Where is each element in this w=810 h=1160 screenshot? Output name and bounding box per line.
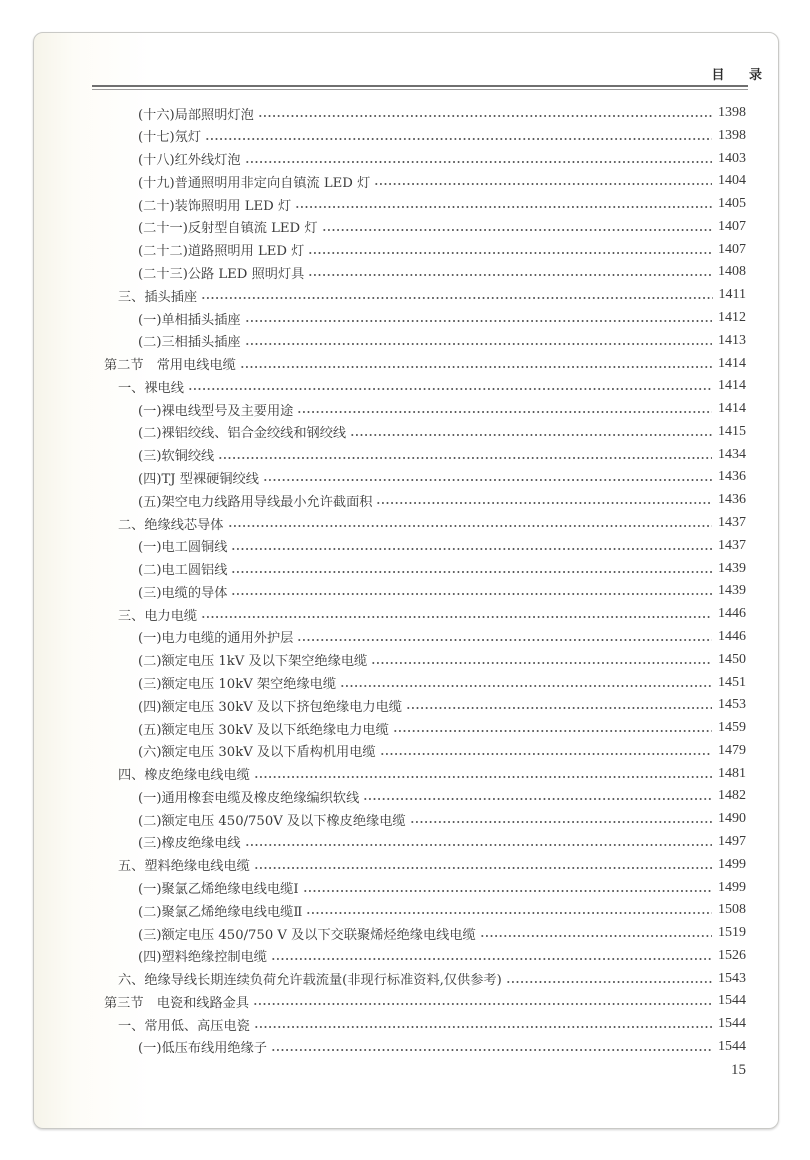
dot-leader [245,320,712,322]
toc-entry[interactable] [138,307,746,329]
toc-entry-page: 1479 [718,742,746,758]
dot-leader [374,183,712,185]
dot-leader [245,343,712,345]
toc-entry-title: 第二节 常用电线电缆 [104,358,236,374]
toc-entry[interactable] [118,284,746,306]
toc-entry-title: (二十)装饰照明用 LED 灯 [138,198,292,214]
toc-entry-title: (二)三相插头插座 [138,335,241,351]
toc-entry[interactable] [118,968,746,990]
toc-entry-page: 1411 [718,287,746,303]
toc-entry-page: 1526 [718,947,746,963]
dot-leader [376,502,712,504]
toc-entry-page: 1459 [718,720,746,736]
toc-entry-page: 1407 [718,218,746,234]
toc-entry-title: (三)额定电压 450/750 V 及以下交联聚烯烃绝缘电线电缆 [138,927,476,943]
toc-entry[interactable] [138,808,746,830]
toc-entry-page: 1407 [718,241,746,257]
toc-entry-page: 1451 [718,674,746,690]
dot-leader [228,525,713,527]
dot-leader [350,434,712,436]
header-rule-thick [92,85,748,87]
toc-entry-title: (二十一)反射型自镇流 LED 灯 [138,221,318,237]
toc-entry[interactable] [138,398,746,420]
dot-leader [258,115,712,117]
dot-leader [406,707,712,709]
toc-entry[interactable] [138,102,746,124]
toc-entry[interactable] [138,330,746,352]
toc-entry-title: 四、橡皮绝缘电线电缆 [118,768,250,784]
toc-entry[interactable] [118,512,746,534]
toc-entry-title: (四)塑料绝缘控制电缆 [138,950,267,966]
toc-entry-page: 1398 [718,127,746,143]
toc-entry-title: (五)额定电压 30kV 及以下纸绝缘电力电缆 [138,722,389,738]
dot-leader [295,206,712,208]
toc-entry[interactable] [138,922,746,944]
toc-entry-title: 六、绝缘导线长期连续负荷允许载流量(非现行标准资料,仅供参考) [118,973,502,989]
toc-entry-title: (十七)氖灯 [138,130,202,146]
toc-entry[interactable] [138,421,746,443]
toc-entry-title: (十六)局部照明灯泡 [138,107,254,123]
toc-entry-title: (十九)普通照明用非定向自镇流 LED 灯 [138,175,371,191]
toc-entry-title: 一、常用低、高压电瓷 [118,1018,250,1034]
header-rule-thin [92,89,748,90]
toc-entry-page: 1404 [718,173,746,189]
toc-entry-page: 1413 [718,332,746,348]
toc-entry-page: 1437 [718,515,746,531]
toc-entry[interactable] [118,375,746,397]
dot-leader [231,593,712,595]
toc-entry-title: 第三节 电瓷和线路金具 [104,995,250,1011]
dot-leader [308,274,712,276]
toc-entry-page: 1544 [718,1016,746,1032]
toc-entry[interactable] [138,626,746,648]
toc-entry-page: 1450 [718,651,746,667]
toc-entry-title: (一)裸电线型号及主要用途 [138,403,294,419]
toc-entry[interactable] [138,831,746,853]
dot-leader [271,1049,712,1051]
toc-entry[interactable] [138,1036,746,1058]
toc-entry-page: 1439 [718,583,746,599]
page-number: 15 [731,1062,746,1078]
toc-entry-title: 一、裸电线 [118,380,184,396]
toc-entry-page: 1414 [718,378,746,394]
toc-entry[interactable] [138,558,746,580]
toc-entry-title: (四)额定电压 30kV 及以下挤包绝缘电力电缆 [138,699,402,715]
toc-entry[interactable] [138,899,746,921]
toc-entry-title: (二)聚氯乙烯绝缘电线电缆Ⅱ [138,904,303,920]
toc-entry[interactable] [138,239,746,261]
toc-entry[interactable] [138,535,746,557]
toc-entry[interactable] [138,489,746,511]
toc-entry[interactable] [104,990,746,1012]
toc-entry-title: (六)额定电压 30kV 及以下盾构机用电缆 [138,745,376,761]
toc-entry-title: 三、插头插座 [118,289,198,305]
toc-entry-page: 1499 [718,879,746,895]
toc-entry[interactable] [138,148,746,170]
toc-entry-title: (三)软铜绞线 [138,449,215,465]
dot-leader [245,161,712,163]
dot-leader [306,912,712,914]
toc-entry-title: (二)额定电压 450/750V 及以下橡皮绝缘电缆 [138,813,406,829]
toc-entry[interactable] [138,216,746,238]
toc-entry-page: 1403 [718,150,746,166]
toc-entry-title: (一)低压布线用绝缘子 [138,1041,267,1057]
toc-entry-page: 1519 [718,925,746,941]
toc-entry-title: (三)电缆的导体 [138,585,228,601]
toc-entry-title: (二)裸铝绞线、铝合金绞线和钢绞线 [138,426,347,442]
dot-leader [297,639,712,641]
toc-entry[interactable] [118,854,746,876]
dot-leader [340,685,712,687]
toc-entry-page: 1412 [718,310,746,326]
toc-entry-title: 二、绝缘线芯导体 [118,517,224,533]
toc-entry-page: 1508 [718,902,746,918]
dot-leader [410,821,712,823]
toc-entry-page: 1408 [718,264,746,280]
toc-entry-title: (十八)红外线灯泡 [138,153,241,169]
toc-entry[interactable] [138,740,746,762]
toc-entry-page: 1398 [718,105,746,120]
toc-entry-page: 1414 [718,355,746,371]
toc-entry[interactable] [138,649,746,671]
toc-entry-page: 1446 [718,628,746,644]
toc-entry[interactable] [138,717,746,739]
toc-entry-page: 1482 [718,788,746,804]
dot-leader [322,229,712,231]
toc-entry[interactable] [138,466,746,488]
dot-leader [480,935,712,937]
dot-leader [254,776,712,778]
toc-entry-page: 1453 [718,697,746,713]
dot-leader [254,867,712,869]
toc-entry-title: (一)通用橡套电缆及橡皮绝缘编织软线 [138,790,360,806]
toc-entry-page: 1437 [718,537,746,553]
toc-entry[interactable] [118,1013,746,1035]
toc-entry-page: 1415 [718,423,746,439]
toc-entry-title: (二十三)公路 LED 照明灯具 [138,266,305,282]
toc-entry[interactable] [118,763,746,785]
dot-leader [254,1026,712,1028]
toc-entry-page: 1446 [718,606,746,622]
dot-leader [201,297,712,299]
dot-leader [201,616,712,618]
dot-leader [303,890,712,892]
toc-entry[interactable] [138,785,746,807]
toc-entry[interactable] [138,170,746,192]
toc-entry[interactable] [138,193,746,215]
dot-leader [231,571,712,573]
toc-entry[interactable] [138,261,746,283]
dot-leader [271,958,712,960]
toc-entry-page: 1439 [718,560,746,576]
dot-leader [263,479,712,481]
toc-entry-page: 1490 [718,811,746,827]
toc-entry-page: 1543 [718,970,746,986]
toc-entry[interactable] [138,125,746,147]
toc-entry[interactable] [138,672,746,694]
toc-entry-title: (二)额定电压 1kV 及以下架空绝缘电缆 [138,654,368,670]
toc-entry-page: 1497 [718,833,746,849]
toc-entry-title: (四)TJ 型裸硬铜绞线 [138,471,259,487]
toc-entry-page: 1436 [718,492,746,508]
dot-leader [240,366,712,368]
dot-leader [231,548,712,550]
toc-entry[interactable] [138,444,746,466]
toc-entry-page: 1436 [718,469,746,485]
toc-entry-page: 1405 [718,196,746,212]
toc-entry-title: (一)聚氯乙烯绝缘电线电缆Ⅰ [138,882,299,898]
dot-leader [380,753,712,755]
toc-entry-page: 1481 [718,765,746,781]
toc-entry[interactable] [138,945,746,967]
toc-entry-page: 1414 [718,401,746,417]
toc-entry-title: (五)架空电力线路用导线最小允许截面积 [138,494,373,510]
dot-leader [253,1003,712,1005]
toc-entry-title: 五、塑料绝缘电线电缆 [118,859,250,875]
toc-entry-title: (一)电工圆铜线 [138,540,228,556]
toc-entry[interactable] [138,694,746,716]
dot-leader [308,252,712,254]
dot-leader [297,411,712,413]
toc-entry-title: (三)额定电压 10kV 架空绝缘电缆 [138,677,337,692]
toc-entry-title: 三、电力电缆 [118,608,198,624]
toc-entry-title: (二)电工圆铝线 [138,563,228,579]
toc-entry-page: 1434 [718,446,746,462]
toc-entry[interactable] [104,353,746,375]
dot-leader [218,457,712,459]
dot-leader [245,844,712,846]
toc-entry[interactable] [138,877,746,899]
toc-entry[interactable] [118,603,746,625]
dot-leader [363,798,712,800]
running-head: 目 录 [711,68,772,83]
dot-leader [393,730,712,732]
toc-entry-title: (一)单相插头插座 [138,312,241,328]
toc-entry-title: (一)电力电缆的通用外护层 [138,631,294,647]
toc-entry-title: (二十二)道路照明用 LED 灯 [138,244,305,260]
dot-leader [188,388,712,390]
toc-entry-title: (三)橡皮绝缘电线 [138,836,241,852]
toc-entry[interactable] [138,580,746,602]
toc-entry-page: 1544 [718,1038,746,1054]
dot-leader [506,981,712,983]
dot-leader [205,138,712,140]
dot-leader [371,662,712,664]
toc-entry-page: 1499 [718,856,746,872]
toc-entry-page: 1544 [718,993,746,1009]
